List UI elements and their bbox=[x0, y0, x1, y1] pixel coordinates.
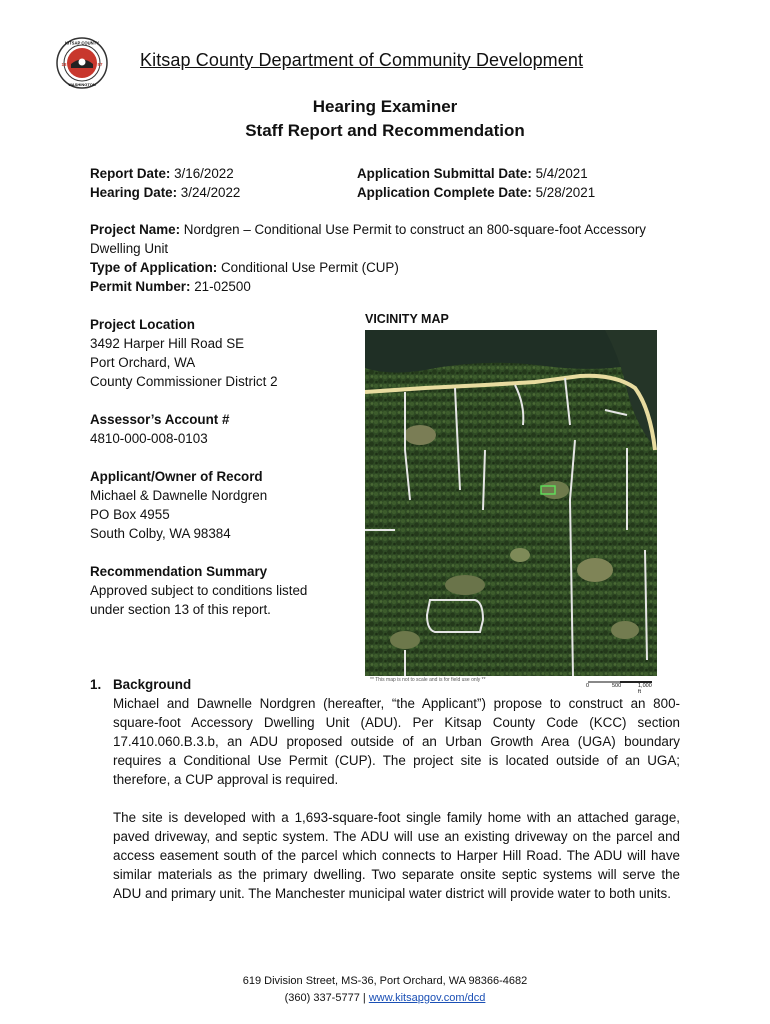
hearing-date-value: 3/24/2022 bbox=[180, 185, 241, 200]
footer-address: 619 Division Street, MS-36, Port Orchard, WA 98366-4682 bbox=[242, 975, 528, 987]
section-number: 1. bbox=[90, 677, 102, 692]
scale-label-1000: 1,000 ft bbox=[638, 683, 652, 695]
footer-contact bbox=[0, 990, 770, 1007]
project-location-line3: County Commissioner District 2 bbox=[90, 374, 278, 389]
project-name-continued: Dwelling Unit bbox=[90, 241, 169, 256]
vicinity-map-caption: VICINITY MAP bbox=[365, 312, 449, 326]
recommendation-line1: Approved subject to conditions listed bbox=[90, 583, 308, 598]
project-name bbox=[90, 220, 646, 239]
background-paragraph-2: The site is developed with a 1,693-square-foot single family home with an attached garage, paved driveway, and septic system. The ADU will use an existing driveway on the parcel and access easement south of the parcel which connects to Harper Hill Road. The ADU will have similar materials as the primary dwelling. Two separate onsite septic systems will serve the ADU and primary unit. The Manchester municipal water district will provide water to both units. bbox=[113, 810, 680, 901]
project-location-line1: 3492 Harper Hill Road SE bbox=[90, 336, 245, 351]
report-date bbox=[90, 164, 234, 183]
footer-website-link[interactable]: www.kitsapgov.com/dcd bbox=[368, 992, 486, 1004]
department-name: Kitsap County Department of Community Development bbox=[140, 50, 584, 70]
assessor-value: 4810-000-008-0103 bbox=[90, 431, 208, 446]
project-location-line2: Port Orchard, WA bbox=[90, 355, 196, 370]
seal-bottom-text: WASHINGTON bbox=[68, 82, 96, 87]
seal-year-right: 57 bbox=[97, 62, 103, 67]
applicant-line2: PO Box 4955 bbox=[90, 507, 170, 522]
scale-label-500: 500 bbox=[612, 683, 622, 689]
submittal-date-value: 5/4/2021 bbox=[535, 166, 588, 181]
project-name-value: Nordgren – Conditional Use Permit to construct an 800-square-foot Accessory bbox=[183, 222, 646, 237]
seal-top-text: KITSAP COUNTY bbox=[64, 40, 100, 46]
map-disclaimer: ** This map is not to scale and is for field use only ** bbox=[370, 677, 486, 683]
complete-date-label: Application Complete Date: bbox=[357, 185, 532, 200]
vicinity-map bbox=[365, 330, 657, 676]
permit-number bbox=[90, 277, 251, 296]
report-date-label: Report Date: bbox=[90, 166, 171, 181]
submittal-date-label: Application Submittal Date: bbox=[357, 166, 532, 181]
hearing-date bbox=[90, 183, 240, 202]
project-name-label: Project Name: bbox=[90, 222, 181, 237]
recommendation-line2: under section 13 of this report. bbox=[90, 602, 271, 617]
application-type-value: Conditional Use Permit (CUP) bbox=[220, 260, 399, 275]
background-paragraph-1: Michael and Dawnelle Nordgren (hereafter, “the Applicant”) propose to construct an 800-square-foot Accessory Dwelling Unit (ADU). Per Kitsap County Code (KCC) section 17.410.060.B.3.b, an ADU proposed outside of an Urban Growth Area (UGA) boundary requires a Conditional Use Permit (CUP). The project site is located outside of an UGA; therefore, a CUP approval is required. bbox=[113, 696, 680, 787]
application-type bbox=[90, 258, 399, 277]
applicant-line1: Michael & Dawnelle Nordgren bbox=[90, 488, 268, 503]
application-type-label: Type of Application: bbox=[90, 260, 218, 275]
county-seal bbox=[56, 37, 108, 89]
report-subtitle: Staff Report and Recommendation bbox=[245, 121, 525, 140]
section-heading: Background bbox=[113, 677, 192, 692]
scale-label-0: 0 bbox=[586, 683, 590, 689]
seal-year-left: 18 bbox=[61, 62, 67, 67]
footer-phone: (360) 337-5777 bbox=[284, 992, 360, 1004]
project-location-label: Project Location bbox=[90, 317, 195, 332]
complete-date-value: 5/28/2021 bbox=[535, 185, 596, 200]
assessor-label: Assessor’s Account # bbox=[90, 412, 230, 427]
footer-separator: | bbox=[362, 992, 366, 1004]
applicant-line3: South Colby, WA 98384 bbox=[90, 526, 231, 541]
complete-date bbox=[357, 183, 595, 202]
map-scale-bar bbox=[586, 680, 652, 695]
recommendation-label: Recommendation Summary bbox=[90, 564, 268, 579]
submittal-date bbox=[357, 164, 588, 183]
hearing-date-label: Hearing Date: bbox=[90, 185, 178, 200]
permit-number-value: 21-02500 bbox=[194, 279, 251, 294]
applicant-label: Applicant/Owner of Record bbox=[90, 469, 263, 484]
county-seal-icon bbox=[56, 37, 108, 89]
aerial-map-image bbox=[365, 330, 657, 676]
permit-number-label: Permit Number: bbox=[90, 279, 191, 294]
report-title: Hearing Examiner bbox=[312, 97, 458, 116]
report-date-value: 3/16/2022 bbox=[174, 166, 234, 181]
